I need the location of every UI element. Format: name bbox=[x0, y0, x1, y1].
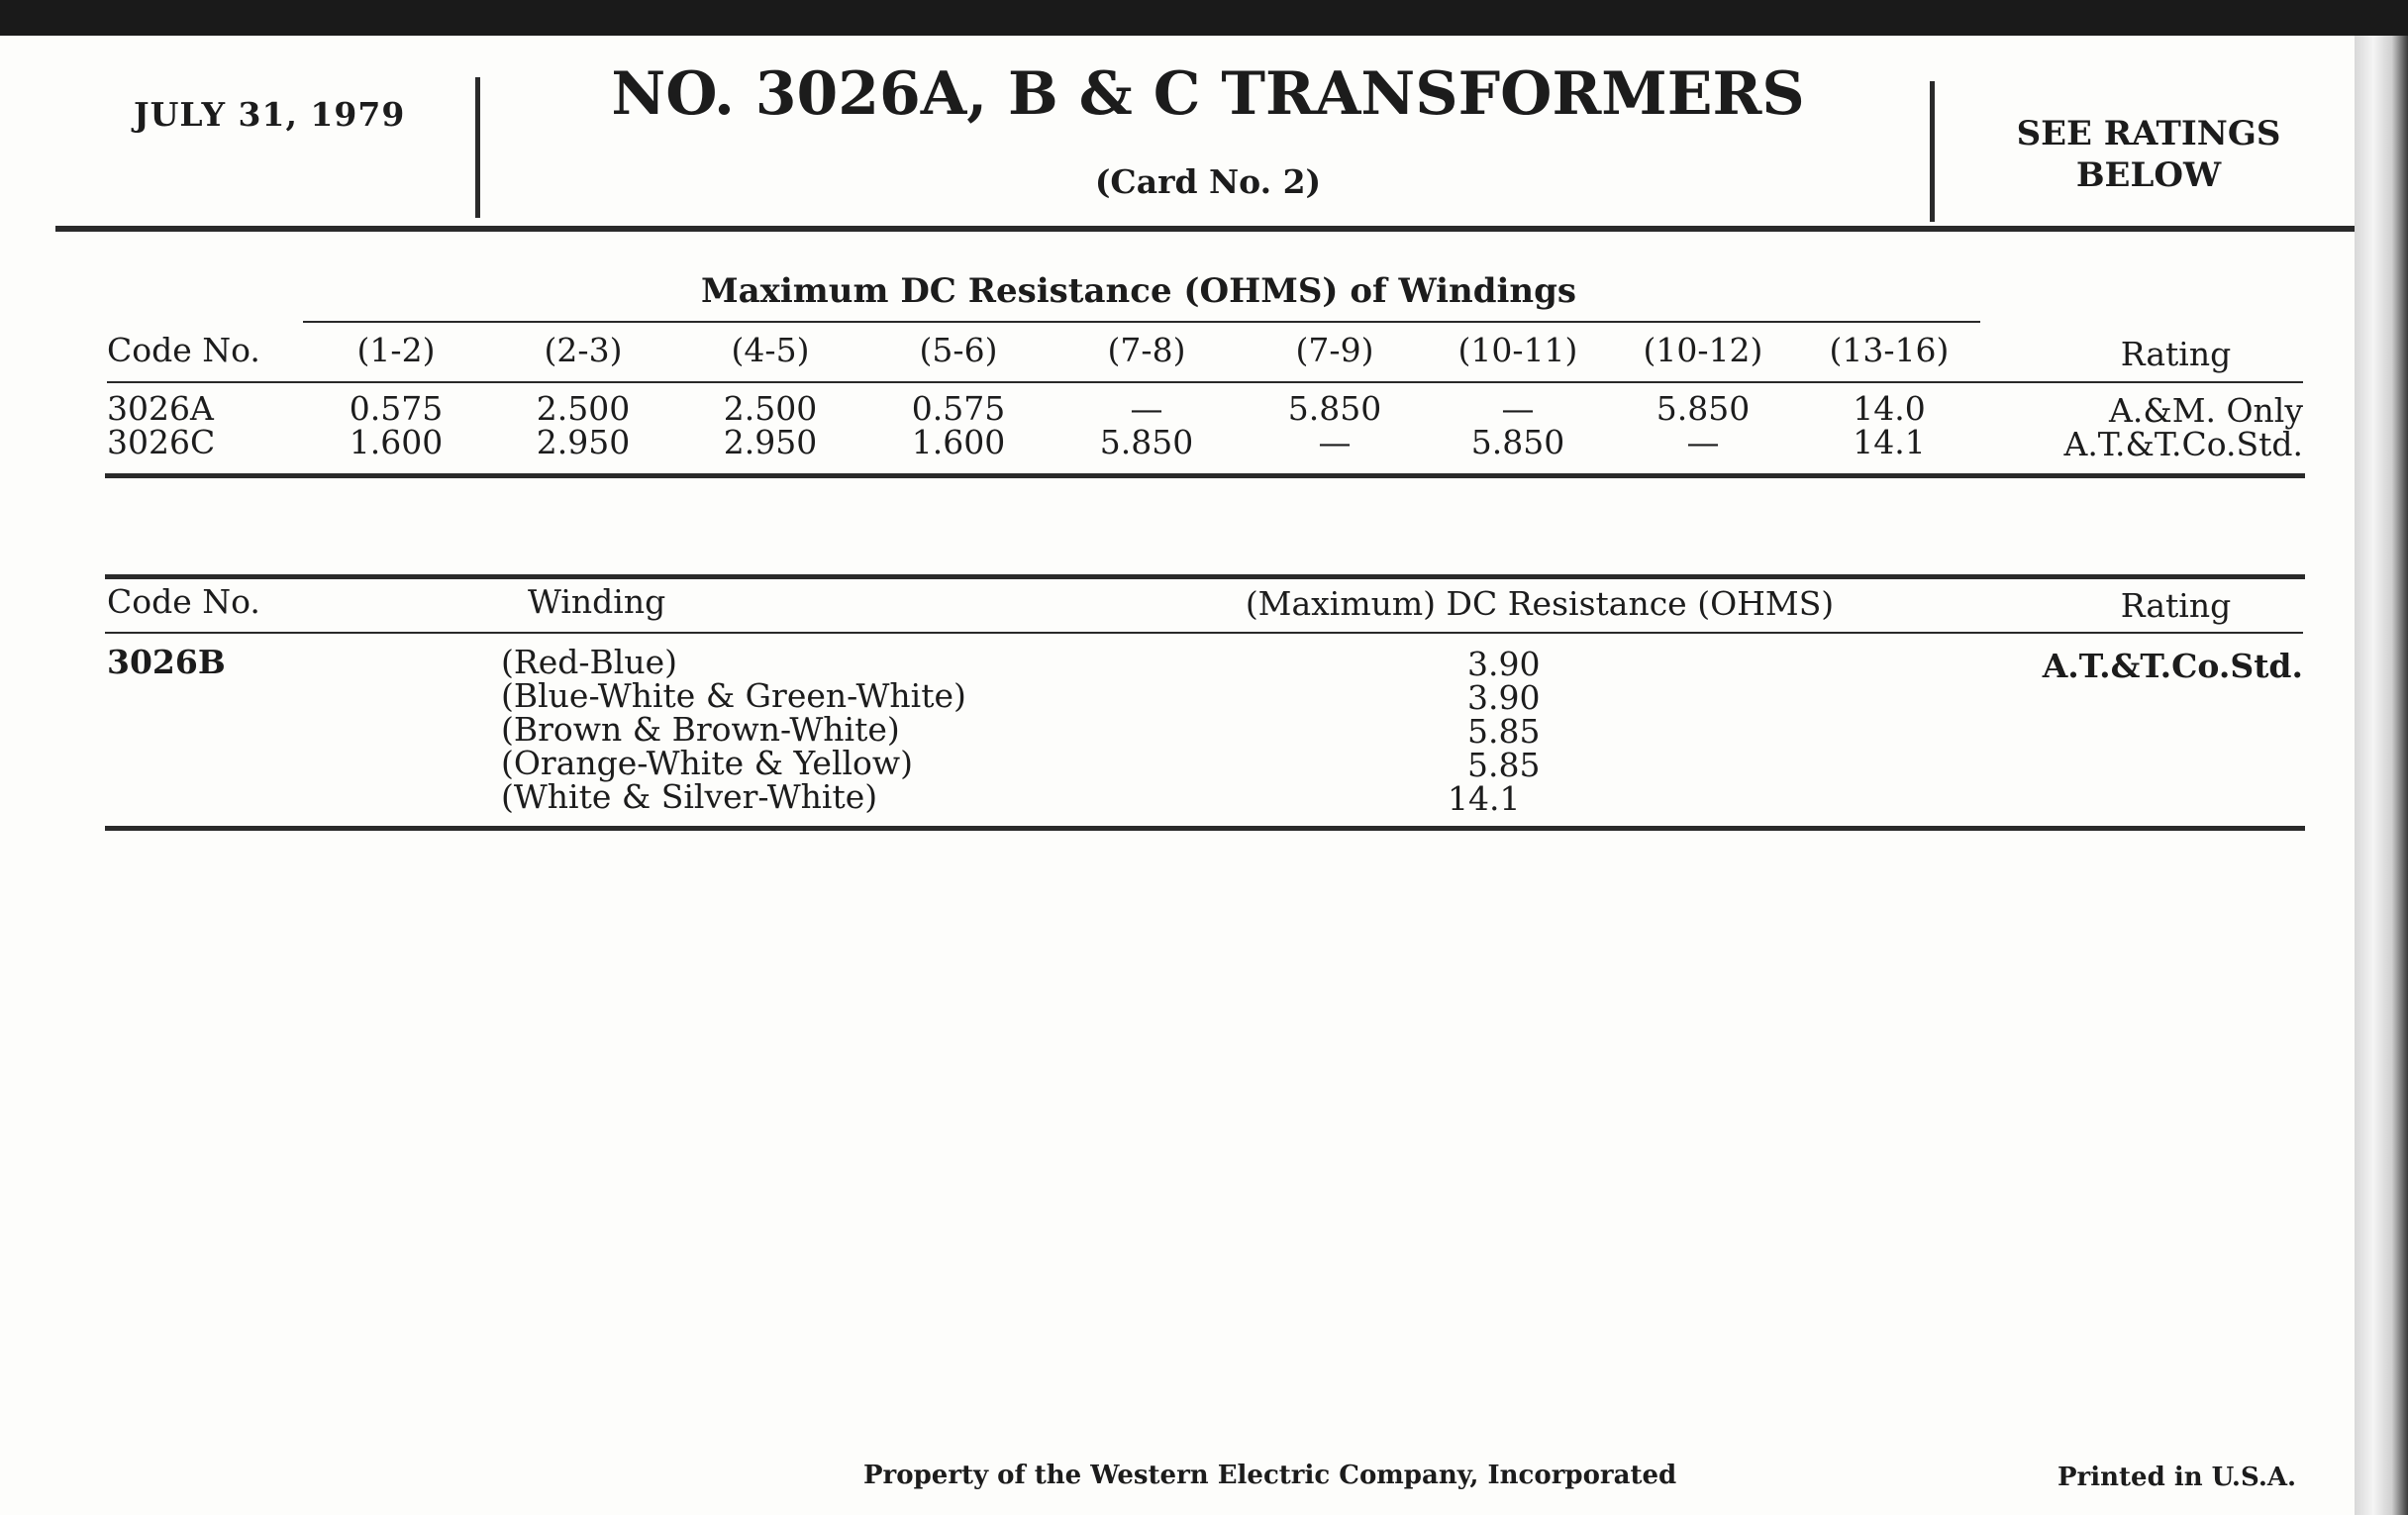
table1-row-rating: A.&M. Only bbox=[2109, 391, 2303, 430]
winding-resistance: 3.90 bbox=[1467, 678, 1541, 717]
table1-cell: 0.575 bbox=[911, 389, 1006, 428]
table1-column-header: (10-11) bbox=[1457, 331, 1578, 369]
table1-row-code: 3026A bbox=[107, 389, 214, 428]
ratings-note-line2: BELOW bbox=[2075, 155, 2222, 195]
table2-header-rule bbox=[105, 632, 2303, 634]
footer-property: Property of the Western Electric Company, Incorporated bbox=[863, 1461, 1677, 1490]
ratings-note bbox=[1960, 113, 2337, 196]
table2-rating: A.T.&T.Co.Std. bbox=[2042, 647, 2303, 685]
table1-cell: 0.575 bbox=[349, 389, 444, 428]
table1-row-rating: A.T.&T.Co.Std. bbox=[2063, 425, 2303, 463]
table1-cell: 14.1 bbox=[1853, 423, 1926, 461]
document-card bbox=[0, 36, 2355, 1515]
footer-printed: Printed in U.S.A. bbox=[2057, 1463, 2297, 1492]
table1-column-header: (2-3) bbox=[544, 331, 623, 369]
table1-column-header: (5-6) bbox=[919, 331, 998, 369]
winding-name: (Orange-White & Yellow) bbox=[501, 744, 914, 782]
table1-cell: 2.950 bbox=[536, 423, 631, 461]
document-title: NO. 3026A, B & C TRANSFORMERS bbox=[611, 59, 1805, 129]
winding-name: (Red-Blue) bbox=[501, 643, 677, 681]
table2-resistance-header: (Maximum) DC Resistance (OHMS) bbox=[1245, 584, 1835, 623]
table1-cell: 1.600 bbox=[349, 423, 444, 461]
table1-rating-header: Rating bbox=[2120, 335, 2232, 373]
table1-cell: 2.500 bbox=[723, 389, 818, 428]
table1-cell: 2.500 bbox=[536, 389, 631, 428]
table1-column-header: (7-8) bbox=[1107, 331, 1186, 369]
table1-code-header: Code No. bbox=[107, 331, 260, 369]
table1-cell: — bbox=[1130, 389, 1163, 428]
table1-cell: — bbox=[1686, 423, 1720, 461]
table1-cell: 1.600 bbox=[911, 423, 1006, 461]
winding-resistance: 5.85 bbox=[1467, 746, 1541, 784]
table1-bottom-rule bbox=[105, 473, 2305, 478]
table1-caption: Maximum DC Resistance (OHMS) of Windings bbox=[700, 271, 1577, 311]
winding-name: (Blue-White & Green-White) bbox=[501, 676, 966, 715]
table2-top-rule bbox=[105, 574, 2305, 579]
header-divider-left bbox=[475, 77, 480, 218]
table2-code: 3026B bbox=[107, 643, 226, 681]
table2-bottom-rule bbox=[105, 826, 2305, 831]
table1-column-header: (10-12) bbox=[1643, 331, 1763, 369]
table1-column-header: (7-9) bbox=[1295, 331, 1374, 369]
table1-header-rule bbox=[107, 381, 2303, 383]
table1-column-header: (4-5) bbox=[731, 331, 810, 369]
document-subtitle: (Card No. 2) bbox=[1094, 162, 1322, 201]
table2-winding-header: Winding bbox=[528, 582, 666, 621]
table1-cell: — bbox=[1501, 389, 1535, 428]
ratings-note-line1: SEE RATINGS bbox=[2016, 114, 2281, 153]
table2-rating-header: Rating bbox=[2120, 586, 2232, 625]
table1-column-header: (1-2) bbox=[356, 331, 436, 369]
header-rule bbox=[55, 226, 2355, 232]
table1-cell: 5.850 bbox=[1287, 389, 1382, 428]
table1-cell: 5.850 bbox=[1656, 389, 1751, 428]
winding-resistance: 3.90 bbox=[1467, 645, 1541, 683]
table1-row-code: 3026C bbox=[107, 423, 216, 461]
table1-column-header: (13-16) bbox=[1829, 331, 1950, 369]
header-divider-right bbox=[1930, 81, 1935, 222]
table1-cell: 14.0 bbox=[1853, 389, 1926, 428]
table1-cell: 5.850 bbox=[1099, 423, 1194, 461]
table1-cell: 5.850 bbox=[1470, 423, 1565, 461]
table1-cell: — bbox=[1318, 423, 1352, 461]
document-date: JULY 31, 1979 bbox=[134, 95, 406, 134]
winding-name: (Brown & Brown-White) bbox=[501, 710, 900, 749]
winding-resistance: 5.85 bbox=[1467, 712, 1541, 751]
winding-resistance: 14.1 bbox=[1448, 779, 1521, 818]
table1-cell: 2.950 bbox=[723, 423, 818, 461]
scan-edge bbox=[2355, 36, 2408, 1515]
winding-name: (White & Silver-White) bbox=[501, 777, 878, 816]
table1-caption-rule bbox=[303, 321, 1980, 323]
table2-code-header: Code No. bbox=[107, 582, 260, 621]
